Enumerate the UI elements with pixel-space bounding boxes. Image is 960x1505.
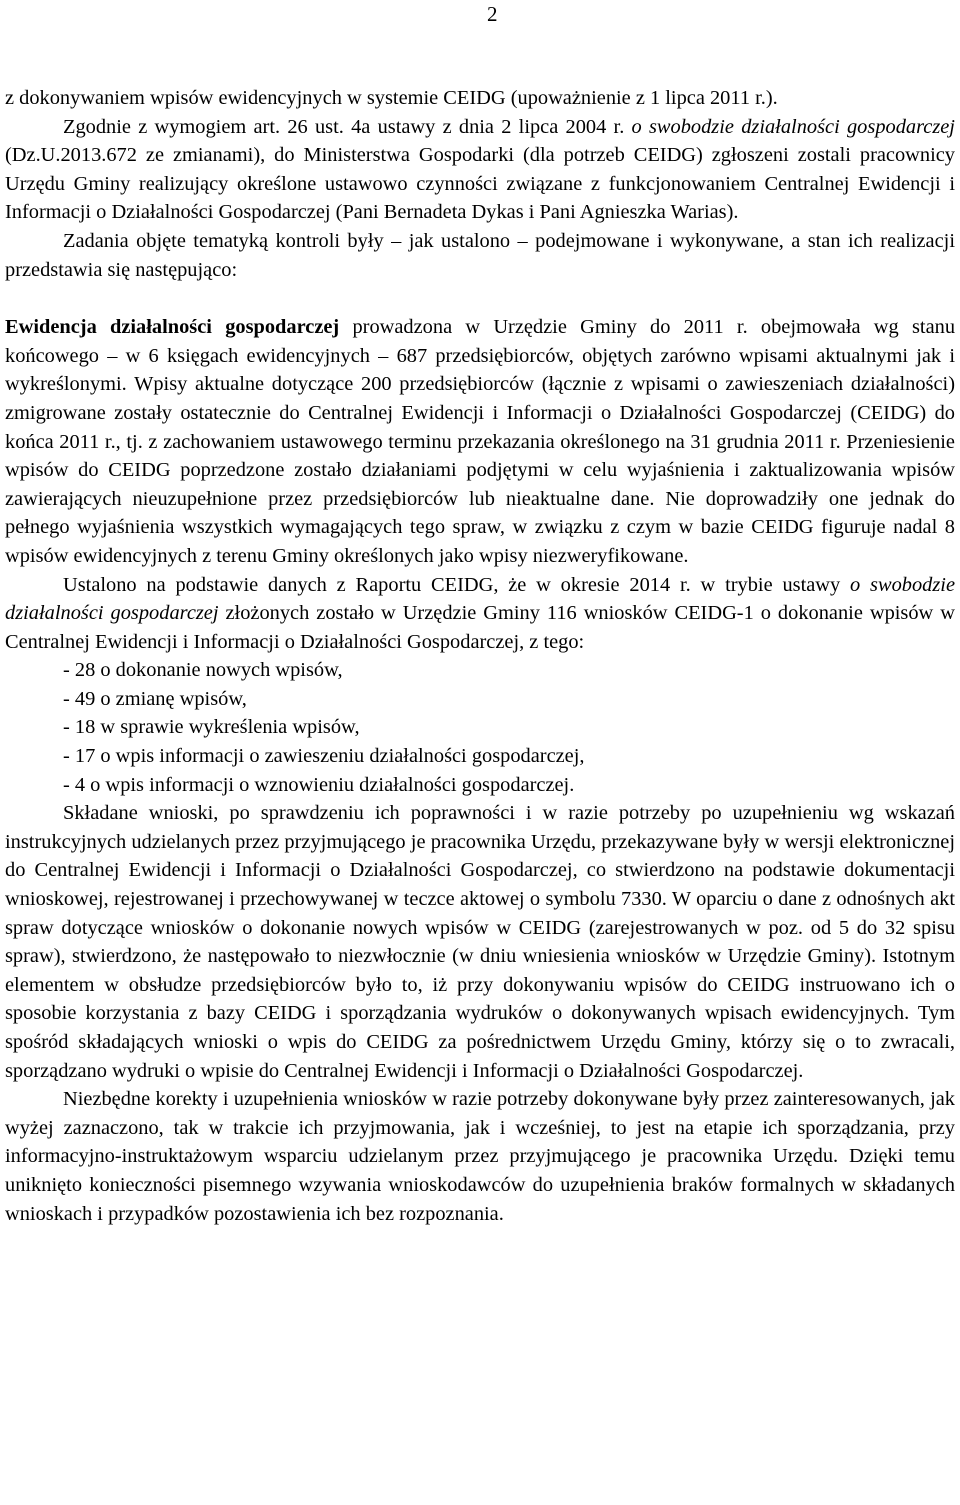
paragraph-intro: z dokonywaniem wpisów ewidencyjnych w systemie CEIDG (upoważnienie z 1 lipca 2011 r.). bbox=[5, 87, 778, 109]
paragraph-tasks: Zadania objęte tematyką kontroli były – jak ustalono – podejmowane i wykonywane, a stan ich realizacji przedstawia się następująco: bbox=[5, 229, 955, 281]
paragraph-registration bbox=[5, 113, 955, 227]
act-title-italic: o swobodzie działalności gospodarczej bbox=[631, 115, 955, 138]
paragraph-corrections: Niezbędne korekty i uzupełnienia wniosków w razie potrzeby dokonywane były przez zainteresowanych, jak wyżej zaznaczono, tak w trakcie ich przyjmowania, jak i wcześniej, to jest na etapie ich sporządzania, przy informacyjno-instruktażowym wsparciu udzielanym przez przyjmującego je pracownika Urzędu. Dzięki temu uniknięto konieczności pisemnego wzywania wnioskodawców do uzupełnienia braków formalnych w składanych wnioskach i przypadków pozostawienia ich bez rozpoznania. bbox=[5, 1088, 955, 1225]
list-item: - 18 w sprawie wykreślenia wpisów, bbox=[63, 716, 360, 739]
list-item: - 4 o wpis informacji o wznowieniu działalności gospodarczej. bbox=[63, 773, 575, 796]
applications-list bbox=[5, 656, 955, 799]
paragraph-report-text-a: Ustalono na podstawie danych z Raportu CEIDG, że w okresie 2014 r. w trybie ustawy bbox=[63, 573, 851, 596]
act-title-italic-2: o swobodzie działalności gospodarczej bbox=[5, 573, 956, 625]
paragraph-report bbox=[5, 571, 955, 657]
list-item: - 49 o zmianę wpisów, bbox=[63, 687, 247, 710]
paragraph-register-text: prowadzona w Urzędzie Gminy do 2011 r. obejmowała wg stanu końcowego – w 6 księgach ewidencyjnych – 687 przedsiębiorców, objętych zarówno wpisami aktualnymi jak i wykreślonymi. Wpisy aktualne dotyczące 200 przedsiębiorców (łącznie z wpisami o zawieszeniach działalności) zmigrowane zostały ostatecznie do Centralnej Ewidencji i Informacji o Działalności Gospodarczej (CEIDG) do końca 2011 r., tj. z zachowaniem ustawowego terminu przekazania określonego na 31 grudnia 2011 r. Przeniesienie wpisów do CEIDG poprzedzone zostało działaniami podjętymi w celu wyjaśnienia i zaktualizowania wpisów zawierających nieuzupełnione przez przedsiębiorców lub nieaktualne dane. Nie doprowadziły one jednak do pełnego wyjaśnienia wszystkich wymagających tego spraw, w związku z czym w bazie CEIDG figuruje nadal 8 wpisów ewidencyjnych z terenu Gminy określonych jako wpisy niezweryfikowane. bbox=[5, 316, 956, 567]
paragraph-register bbox=[5, 313, 955, 570]
paragraph-processing: Składane wnioski, po sprawdzeniu ich poprawności i w razie potrzeby po uzupełnieniu wg wskazań instrukcyjnych udzielanych przez przyjmującego je pracownika Urzędu, przekazywane były w wersji elektronicznej do Centralnej Ewidencji i Informacji o Działalności Gospodarczej, co stwierdzono na podstawie dokumentacji wnioskowej, rejestrowanej i przechowywanej w teczce aktowej o symbolu 7330. W oparciu o dane z odnośnych akt spraw dotyczące wniosków o dokonanie nowych wpisów w CEIDG (zarejestrowanych w poz. od 5 do 32 spisu spraw), stwierdzono, że następowało to niezwłocznie (w dniu wniesienia wniosków w Urzędzie Gminy). Istotnym elementem w obsłudze przedsiębiorców było to, iż przy dokonywaniu wpisów do CEIDG instruowano ich o sposobie korzystania z bazy CEIDG i sporządzania wydruków o dokonywanych wpisach ewidencyjnych. Tym spośród składających wnioski o wpis do CEIDG za pośrednictwem Urzędu Gminy, którzy się o to zwracali, sporządzano wydruki o wpisie do Centralnej Ewidencji i Informacji o Działalności Gospodarczej. bbox=[5, 802, 955, 1082]
paragraph-gap bbox=[5, 284, 955, 313]
list-item: - 17 o wpis informacji o zawieszeniu działalności gospodarczej, bbox=[63, 745, 585, 768]
document-body bbox=[5, 84, 955, 1228]
paragraph-registration-text-b: (Dz.U.2013.672 ze zmianami), do Ministerstwa Gospodarki (dla potrzeb CEIDG) zgłoszeni zostali pracownicy Urzędu Gminy realizujący określone ustawowo czynności związane z funkcjonowaniem Centralnej Ewidencji i Informacji o Działalności Gospodarczej (Pani Bernadeta Dykas i Pani Agnieszka Warias). bbox=[5, 144, 955, 224]
paragraph-registration-text-a: Zgodnie z wymogiem art. 26 ust. 4a ustawy z dnia 2 lipca 2004 r. bbox=[63, 115, 632, 138]
page-number: 2 bbox=[487, 2, 498, 26]
paragraph-report-text-b: złożonych zostało w Urzędzie Gminy 116 wniosków CEIDG-1 o dokonanie wpisów w Centralnej Ewidencji i Informacji o Działalności Gospodarczej, z tego: bbox=[5, 602, 955, 653]
section-heading-bold: Ewidencja działalności gospodarczej bbox=[5, 316, 340, 339]
list-item: - 28 o dokonanie nowych wpisów, bbox=[63, 659, 343, 682]
